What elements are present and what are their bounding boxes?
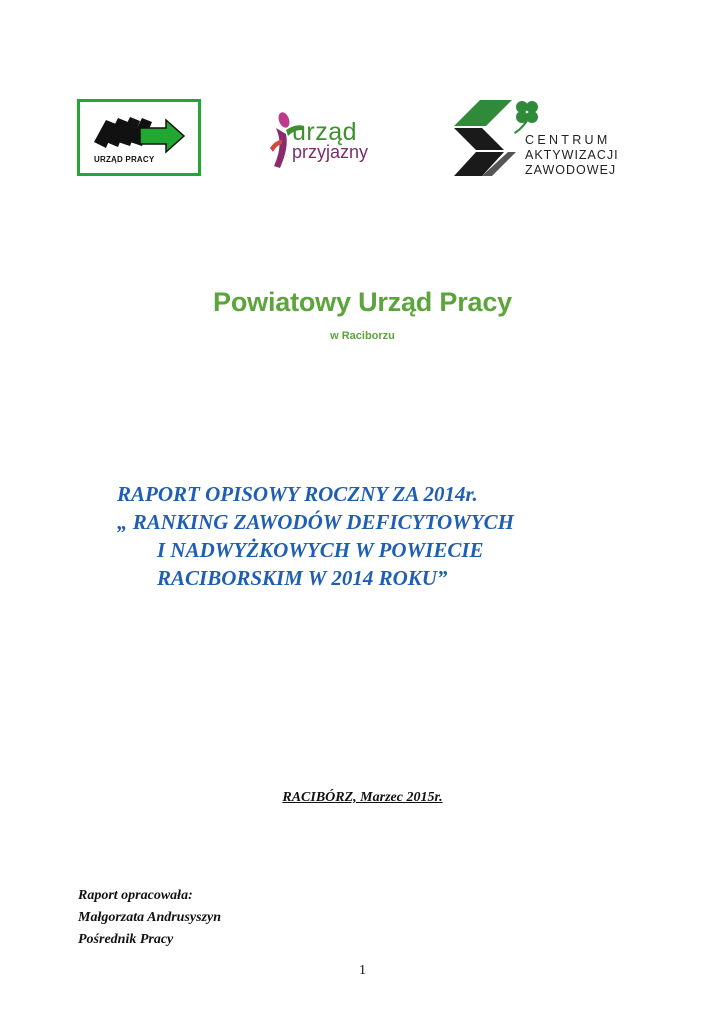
urzad-przyjazny-logo	[266, 108, 396, 178]
author-name: Małgorzata Andrusyszyn	[78, 910, 222, 925]
author-label: Raport opracowała:	[78, 888, 193, 903]
cav-line-1: CENTRUM	[525, 133, 611, 147]
report-title-line-4: RACIBORSKIM W 2014 ROKU”	[157, 566, 448, 590]
urzad-przyjazny-word1: urząd	[292, 118, 358, 146]
place-date: RACIBÓRZ, Marzec 2015r.	[282, 790, 443, 805]
cav-text-block	[525, 133, 619, 178]
page-number: 1	[359, 963, 366, 978]
urzad-przyjazny-word2: przyjazny	[292, 142, 369, 162]
report-title-line-3: I NADWYŻKOWYCH W POWIECIE	[157, 538, 484, 562]
urzad-pracy-label: URZĄD PRACY	[94, 155, 155, 164]
office-subtitle: w Raciborzu	[330, 330, 395, 342]
cav-line-2: AKTYWIZACJI	[525, 148, 619, 162]
office-title: Powiatowy Urząd Pracy	[213, 287, 512, 317]
report-title-line-1: RAPORT OPISOWY ROCZNY ZA 2014r.	[117, 482, 478, 506]
centrum-aktywizacji-logo	[452, 98, 632, 182]
urzad-pracy-logo	[77, 99, 201, 176]
author-position: Pośrednik Pracy	[78, 932, 174, 947]
report-title-line-2: „ RANKING ZAWODÓW DEFICYTOWYCH	[117, 510, 514, 534]
cav-line-3: ZAWODOWEJ	[525, 163, 617, 177]
